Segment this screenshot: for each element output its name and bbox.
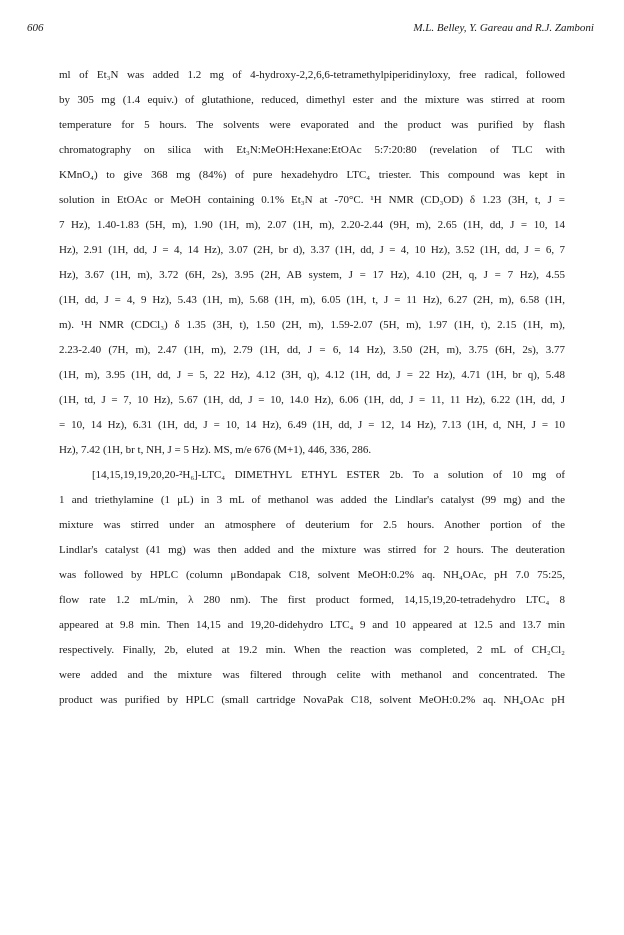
running-head: M.L. Belley, Y. Gareau and R.J. Zamboni xyxy=(413,22,594,34)
text-line: appeared at 9.8 min. Then 14,15 and 19,20-didehydro LTC₄ 9 and 10 appeared at 12.5 and 13.7 min xyxy=(59,619,565,631)
text-line: Lindlar's catalyst (41 mg) was then added and the mixture was stirred for 2 hours. The deuteration xyxy=(59,544,565,556)
body-text xyxy=(59,63,565,713)
page-number: 606 xyxy=(27,22,44,34)
text-line: Hz), 3.67 (1H, m), 3.72 (6H, 2s), 3.95 (2H, AB system, J = 17 Hz), 4.10 (2H, q, J = 7 Hz), 4.55 xyxy=(59,269,565,281)
text-line: 1 and triethylamine (1 μL) in 3 mL of methanol was added the Lindlar's catalyst (99 mg) and the xyxy=(59,494,565,506)
text-line: Hz), 2.91 (1H, dd, J = 4, 14 Hz), 3.07 (2H, br d), 3.37 (1H, dd, J = 4, 10 Hz), 3.52 (1H, dd, J = 6, 7 xyxy=(59,244,565,256)
text-line: chromatography on silica with Et₃N:MeOH:Hexane:EtOAc 5:7:20:80 (revelation of TLC with xyxy=(59,144,565,156)
text-line: were added and the mixture was filtered through celite with methanol and concentrated. The xyxy=(59,669,565,681)
text-line: (1H, m), 3.95 (1H, dd, J = 5, 22 Hz), 4.12 (3H, q), 4.12 (1H, dd, J = 22 Hz), 4.71 (1H, br q), 5.48 xyxy=(59,369,565,381)
text-line: 2.23-2.40 (7H, m), 2.47 (1H, m), 2.79 (1H, dd, J = 6, 14 Hz), 3.50 (2H, m), 3.75 (6H, 2s), 3.77 xyxy=(59,344,565,356)
text-line: m). ¹H NMR (CDCl₃) δ 1.35 (3H, t), 1.50 (2H, m), 1.59-2.07 (5H, m), 1.97 (1H, t), 2.15 (1H, m), xyxy=(59,319,565,331)
text-line: mixture was stirred under an atmosphere of deuterium for 2.5 hours. Another portion of the xyxy=(59,519,565,531)
text-line: flow rate 1.2 mL/min, λ 280 nm). The first product formed, 14,15,19,20-tetradehydro LTC₄ 8 xyxy=(59,594,565,606)
page-header xyxy=(27,22,594,38)
text-line: product was purified by HPLC (small cartridge NovaPak C18, solvent MeOH:0.2% aq. NH₄OAc pH xyxy=(59,694,565,706)
text-line: was followed by HPLC (column μBondapak C18, solvent MeOH:0.2% aq. NH₄OAc, pH 7.0 75:25, xyxy=(59,569,565,581)
text-line: = 10, 14 Hz), 6.31 (1H, dd, J = 10, 14 Hz), 6.49 (1H, dd, J = 12, 14 Hz), 7.13 (1H, d, NH, J = 10 xyxy=(59,419,565,431)
text-line: 7 Hz), 1.40-1.83 (5H, m), 1.90 (1H, m), 2.07 (1H, m), 2.20-2.44 (9H, m), 2.65 (1H, dd, J = 10, 14 xyxy=(59,219,565,231)
section-heading-line: [14,15,19,19,20,20-²H₆]-LTC₄ DIMETHYL ETHYL ESTER 2b. To a solution of 10 mg of xyxy=(92,469,565,481)
text-line: Hz), 7.42 (1H, br t, NH, J = 5 Hz). MS, m/e 676 (M+1), 446, 336, 286. xyxy=(59,444,372,456)
text-line: KMnO₄) to give 368 mg (84%) of pure hexadehydro LTC₄ triester. This compound was kept in xyxy=(59,169,565,181)
text-line: (1H, td, J = 7, 10 Hz), 5.67 (1H, dd, J = 10, 14.0 Hz), 6.06 (1H, dd, J = 11, 11 Hz), 6.22 (1H, dd, J xyxy=(59,394,565,406)
text-line: respectively. Finally, 2b, eluted at 19.2 min. When the reaction was completed, 2 mL of CH₂Cl₂ xyxy=(59,644,565,656)
text-line: (1H, dd, J = 4, 9 Hz), 5.43 (1H, m), 5.68 (1H, m), 6.05 (1H, t, J = 11 Hz), 6.27 (2H, m), 6.58 (1H, xyxy=(59,294,565,306)
text-line: temperature for 5 hours. The solvents were evaporated and the product was purified by flash xyxy=(59,119,565,131)
text-line: ml of Et₃N was added 1.2 mg of 4-hydroxy-2,2,6,6-tetramethylpiperidinyloxy, free radical, followed xyxy=(59,69,565,81)
text-line: by 305 mg (1.4 equiv.) of glutathione, reduced, dimethyl ester and the mixture was stirred at room xyxy=(59,94,565,106)
text-line: solution in EtOAc or MeOH containing 0.1% Et₃N at -70°C. ¹H NMR (CD₃OD) δ 1.23 (3H, t, J = xyxy=(59,194,565,206)
